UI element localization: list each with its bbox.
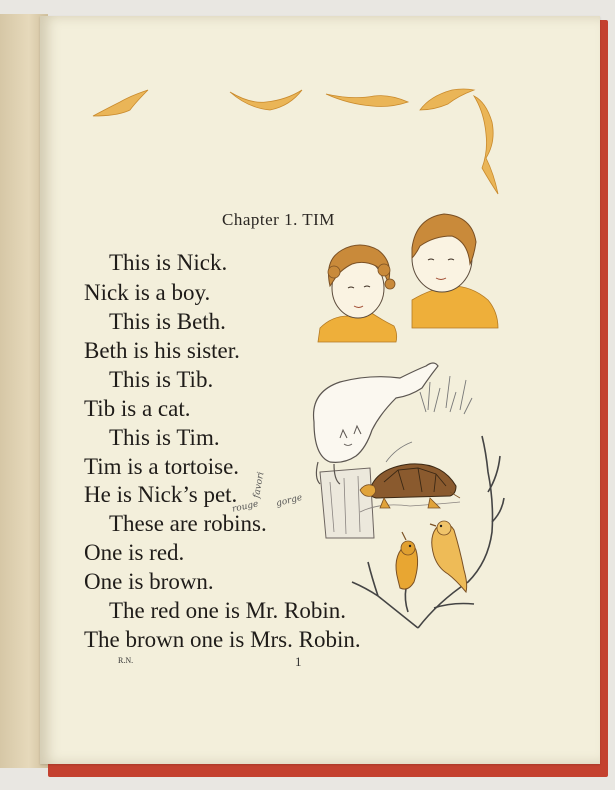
- page-number: 1: [295, 654, 302, 669]
- boy-nick-figure: [412, 214, 498, 328]
- text-line: He is Nick’s pet.: [84, 482, 238, 507]
- text-line: One is red.: [84, 540, 185, 565]
- text-line: This is Tib.: [109, 367, 214, 392]
- text-line: Tib is a cat.: [84, 396, 191, 421]
- printer-signature: R.N.: [118, 656, 134, 665]
- robins-on-branch-illustration: [348, 432, 508, 632]
- handwritten-note: gorge: [275, 492, 304, 510]
- text-line: This is Nick.: [109, 250, 228, 275]
- robin-mrs-figure: [430, 521, 467, 592]
- chapter-heading: Chapter 1. TIM: [222, 210, 335, 229]
- text-line: Tim is a tortoise.: [84, 454, 240, 479]
- text-line: The brown one is Mrs. Robin.: [84, 627, 361, 652]
- text-line: This is Beth.: [109, 309, 226, 334]
- text-line: One is brown.: [84, 569, 214, 594]
- handwritten-note: rouge: [231, 499, 260, 515]
- text-line: Nick is a boy.: [84, 280, 211, 305]
- girl-beth-figure: [318, 245, 397, 342]
- bird-silhouettes-illustration: [90, 82, 510, 212]
- robin-mr-figure: [396, 532, 418, 589]
- handwritten-note: favori: [251, 471, 267, 499]
- text-line: This is Tim.: [109, 425, 220, 450]
- children-illustration: [312, 208, 502, 343]
- text-line: Beth is his sister.: [84, 338, 240, 363]
- text-line: The red one is Mr. Robin.: [109, 598, 346, 623]
- text-line: These are robins.: [109, 511, 267, 536]
